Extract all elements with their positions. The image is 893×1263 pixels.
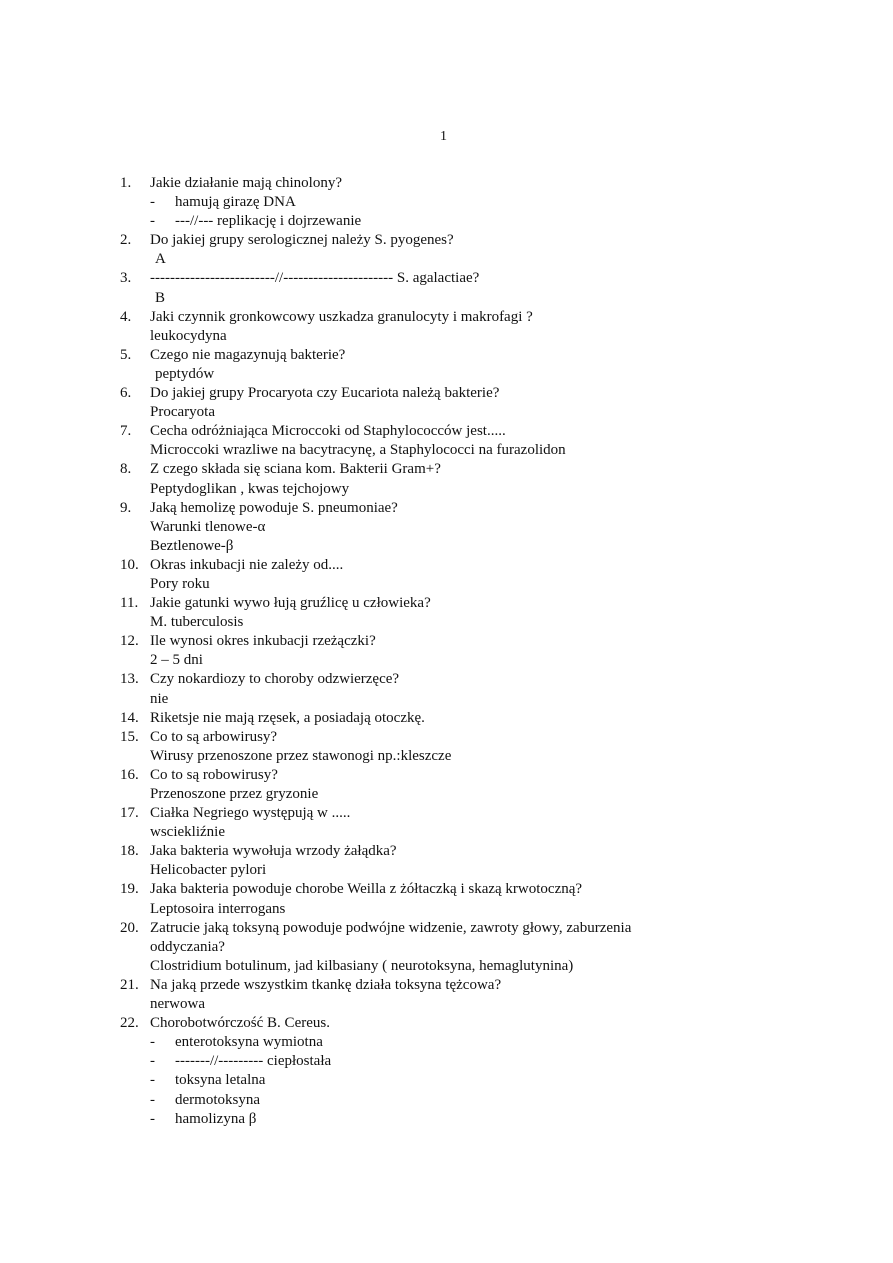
question-number: 7. (120, 423, 132, 440)
answer-line (0, 480, 893, 499)
question-text: Jaką hemolizę powoduje S. pneumoniae? (150, 499, 398, 516)
question-text: Ciałka Negriego występują w ..... (150, 805, 351, 822)
bullet-text: toksyna letalna (175, 1072, 266, 1089)
bullet-item (0, 1071, 893, 1090)
answer-text: Helicobacter pylori (150, 862, 267, 879)
answer-line (0, 518, 893, 537)
question-number: 13. (120, 671, 139, 688)
question-line (0, 460, 893, 479)
question-number: 10. (120, 556, 139, 573)
answer-line (0, 995, 893, 1014)
question-number: 5. (120, 346, 132, 363)
answer-line (0, 403, 893, 422)
answer-line (0, 250, 893, 269)
question-line (0, 766, 893, 785)
question-line (0, 308, 893, 327)
question-number: 17. (120, 805, 139, 822)
answer-line (0, 785, 893, 804)
question-text: Ile wynosi okres inkubacji rzeżączki? (150, 633, 376, 650)
answer-line (0, 613, 893, 632)
answer-line (0, 957, 893, 976)
question-line (0, 709, 893, 728)
bullet-text: hamolizyna β (175, 1110, 257, 1127)
bullet-text: hamują girazę DNA (175, 194, 296, 211)
answer-text: Clostridium botulinum, jad kilbasiany ( neurotoksyna, hemaglutynina) (150, 957, 574, 974)
question-line (0, 842, 893, 861)
bullet-text: -------//--------- ciepłostała (175, 1053, 332, 1070)
answer-text: Procaryota (150, 404, 215, 421)
answer-text: Wirusy przenoszone przez stawonogi np.:kleszcze (150, 747, 452, 764)
answer-text: Przenoszone przez gryzonie (150, 786, 319, 802)
dash-bullet: - (150, 1034, 155, 1051)
question-number: 9. (120, 499, 132, 516)
dash-bullet: - (150, 1053, 155, 1070)
question-text: Jaka bakteria powoduje chorobe Weilla z żółtaczką i skazą krwotoczną? (150, 881, 583, 898)
answer-text: M. tuberculosis (150, 614, 244, 631)
answer-text: 2 – 5 dni (150, 652, 203, 669)
answer-line (0, 327, 893, 346)
question-text: oddyczania? (150, 938, 225, 955)
answer-line (0, 441, 893, 460)
answer-line (0, 861, 893, 880)
question-text: Jaki czynnik gronkowcowy uszkadza granulocyty i makrofagi ? (150, 308, 533, 325)
question-line (0, 174, 893, 193)
question-number: 6. (120, 385, 132, 402)
answer-text: Warunki tlenowe-α (150, 518, 266, 535)
question-list (0, 174, 893, 1129)
question-number: 18. (120, 843, 139, 860)
answer-line (0, 365, 893, 384)
answer-line (0, 690, 893, 709)
answer-text: leukocydyna (150, 327, 227, 344)
answer-text: Pory roku (150, 575, 210, 592)
question-text: Cecha odróżniająca Microccoki od Staphylococców jest..... (150, 423, 506, 440)
answer-text: Peptydoglikan , kwas tejchojowy (150, 480, 350, 497)
question-line (0, 269, 893, 288)
question-line (0, 919, 893, 938)
question-line (0, 632, 893, 651)
question-number: 16. (120, 766, 139, 783)
dash-bullet: - (150, 194, 155, 211)
question-number: 19. (120, 881, 139, 898)
question-continuation (0, 938, 893, 957)
answer-line (0, 900, 893, 919)
question-number: 11. (120, 595, 139, 612)
question-number: 3. (120, 270, 132, 287)
page-number: 1 (440, 129, 447, 144)
bullet-item (0, 193, 893, 212)
question-number: 4. (120, 308, 132, 325)
question-text: Zatrucie jaką toksyną powoduje podwójne widzenie, zawroty głowy, zaburzenia (150, 919, 632, 936)
question-number: 22. (120, 1015, 139, 1032)
question-line (0, 670, 893, 689)
answer-text: Leptosoira interrogans (150, 900, 286, 917)
question-number: 20. (120, 919, 139, 936)
question-text: Jakie działanie mają chinolony? (150, 175, 343, 191)
bullet-item (0, 1110, 893, 1129)
question-text: Riketsje nie mają rzęsek, a posiadają otoczkę. (150, 709, 425, 726)
question-text: Okras inkubacji nie zależy od.... (150, 556, 344, 573)
answer-text: A (155, 251, 166, 268)
dash-bullet: - (150, 1072, 155, 1089)
answer-line (0, 537, 893, 556)
question-line (0, 499, 893, 518)
question-number: 1. (120, 175, 132, 191)
question-number: 14. (120, 709, 139, 726)
answer-text: Microccoki wrazliwe na bacytracynę, a Staphylococci na furazolidon (150, 442, 566, 459)
question-line (0, 1014, 893, 1033)
question-text: Do jakiej grupy Procaryota czy Eucariota należą bakterie? (150, 385, 500, 402)
question-line (0, 594, 893, 613)
question-text: Czy nokardiozy to choroby odzwierzęce? (150, 671, 400, 688)
bullet-item (0, 212, 893, 231)
dash-bullet: - (150, 1091, 155, 1108)
answer-text: Beztlenowe-β (150, 537, 234, 554)
question-text: Do jakiej grupy serologicznej należy S. pyogenes? (150, 232, 454, 249)
bullet-text: enterotoksyna wymiotna (175, 1034, 323, 1051)
answer-text: nie (150, 690, 169, 707)
bullet-item (0, 1033, 893, 1052)
question-text: Jakie gatunki wywo łują gruźlicę u człowieka? (150, 595, 431, 612)
question-text: Chorobotwórczość B. Cereus. (150, 1015, 330, 1032)
question-number: 2. (120, 232, 132, 249)
answer-text: B (155, 289, 166, 306)
answer-text: nerwowa (150, 996, 205, 1013)
dash-bullet: - (150, 213, 155, 230)
bullet-item (0, 1052, 893, 1071)
bullet-text: dermotoksyna (175, 1091, 260, 1108)
question-text: Co to są arbowirusy? (150, 728, 278, 745)
answer-line (0, 823, 893, 842)
question-number: 12. (120, 633, 139, 650)
question-text: Jaka bakteria wywołuja wrzody żałądka? (150, 843, 397, 860)
bullet-text: ---//--- replikację i dojrzewanie (175, 213, 362, 230)
answer-text: wsciekliźnie (150, 824, 225, 841)
answer-line (0, 575, 893, 594)
question-line (0, 728, 893, 747)
question-text: Na jaką przede wszystkim tkankę działa toksyna tężcowa? (150, 976, 502, 993)
question-text: -------------------------//---------------------- S. agalactiae? (150, 270, 480, 287)
bullet-item (0, 1091, 893, 1110)
question-number: 8. (120, 461, 132, 478)
question-number: 15. (120, 728, 139, 745)
question-line (0, 346, 893, 365)
question-line (0, 976, 893, 995)
question-text: Co to są robowirusy? (150, 766, 278, 783)
question-line (0, 556, 893, 575)
dash-bullet: - (150, 1110, 155, 1127)
question-line (0, 384, 893, 403)
question-line (0, 231, 893, 250)
answer-line (0, 747, 893, 766)
answer-text: peptydów (155, 365, 215, 382)
question-line (0, 804, 893, 823)
question-line (0, 880, 893, 899)
question-text: Z czego składa się sciana kom. Bakterii Gram+? (150, 461, 441, 478)
question-text: Czego nie magazynują bakterie? (150, 346, 346, 363)
question-line (0, 422, 893, 441)
answer-line (0, 289, 893, 308)
question-number: 21. (120, 976, 139, 993)
answer-line (0, 651, 893, 670)
